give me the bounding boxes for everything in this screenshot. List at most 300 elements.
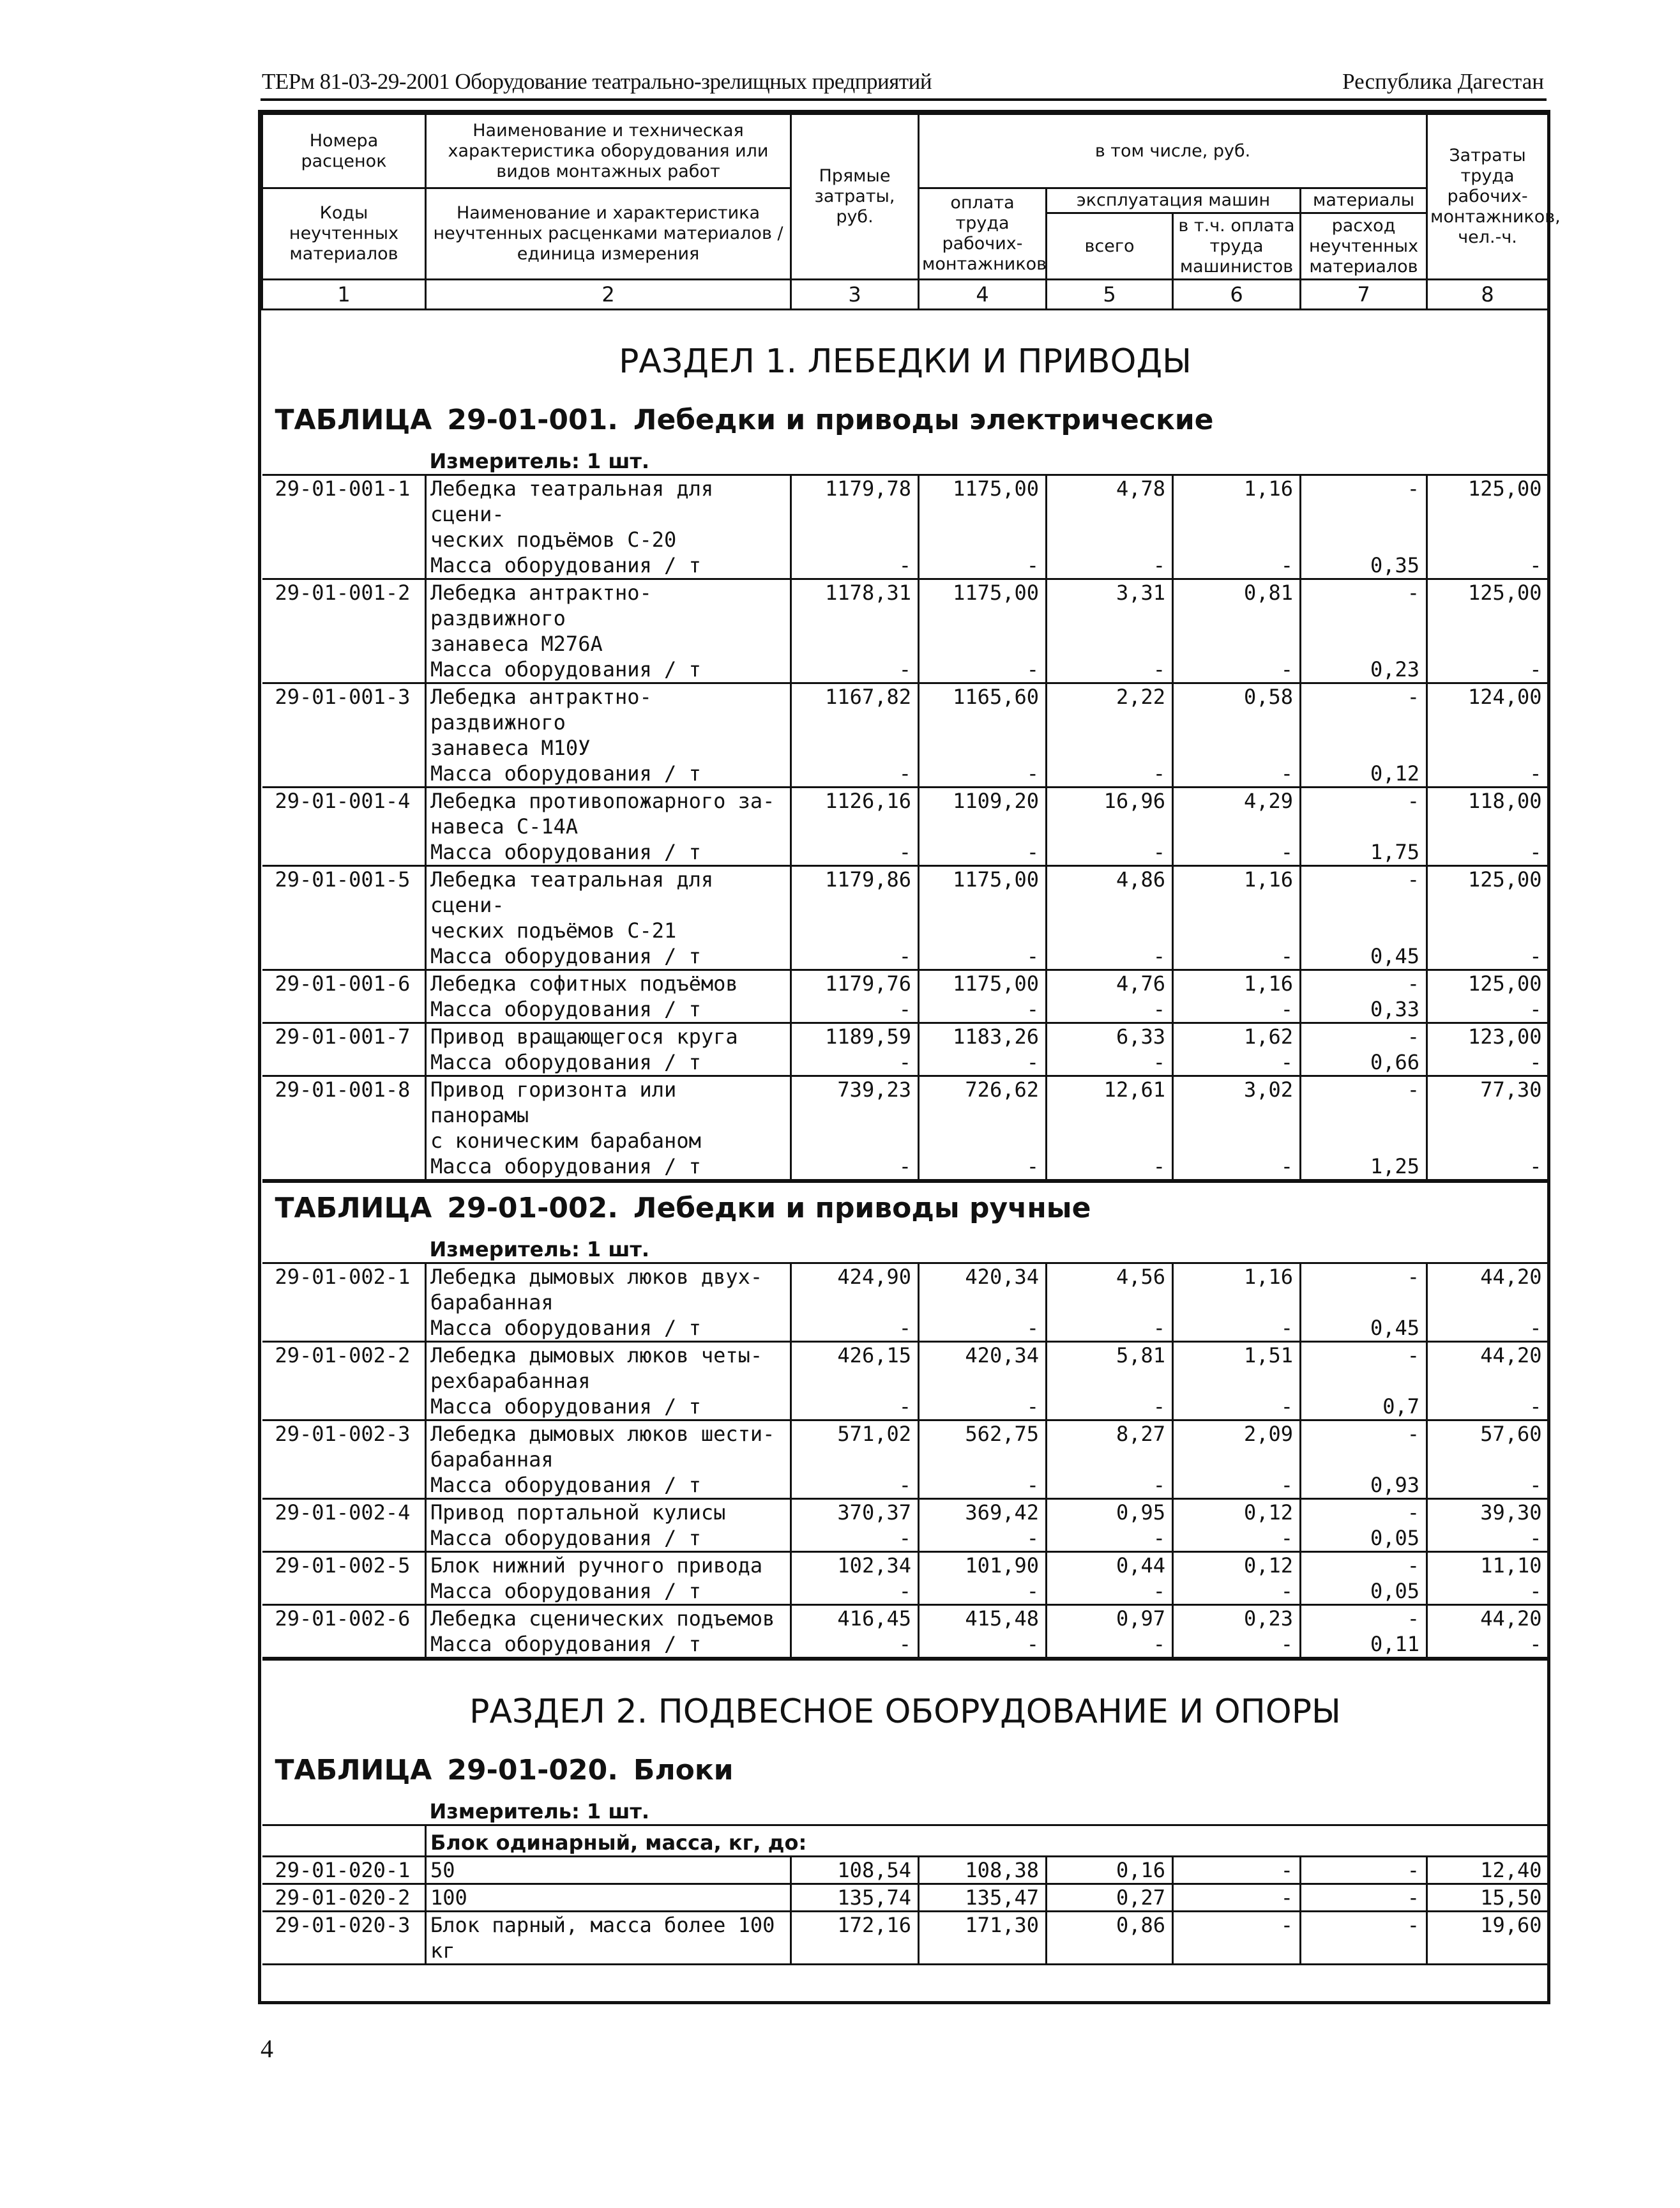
empty-cell [262, 1791, 426, 1825]
mass-dash-c6: - [1173, 761, 1301, 788]
value-c5: 0,16 [1047, 1857, 1173, 1884]
mass-value: 0,35 [1301, 552, 1427, 579]
mass-dash-c6: - [1173, 839, 1301, 866]
value-c4: 1175,00 [919, 970, 1047, 997]
value-c7: - [1301, 788, 1427, 840]
mass-dash-c8: - [1427, 657, 1548, 683]
table-row [262, 866, 1548, 944]
table-row [262, 1076, 1548, 1154]
mass-label: Масса оборудования / т [426, 1049, 791, 1076]
mass-label: Масса оборудования / т [426, 839, 791, 866]
work-name-line: Лебедка дымовых люков двух- [430, 1265, 763, 1289]
work-name [426, 970, 791, 997]
value-c8: 44,20 [1427, 1342, 1548, 1394]
rate-code: 29-01-001-2 [262, 579, 426, 657]
table-name: Лебедки и приводы электрические [633, 404, 1214, 436]
work-name-line: Лебедка противопожарного за- [430, 789, 775, 813]
value-c6: - [1173, 1884, 1301, 1912]
mass-label: Масса оборудования / т [426, 1525, 791, 1552]
work-name [426, 788, 791, 840]
header-machines-total: всего [1047, 213, 1173, 280]
value-c7: - [1301, 1912, 1427, 1965]
mass-dash-c4: - [919, 1472, 1047, 1499]
value-c8: 11,10 [1427, 1552, 1548, 1579]
measure-label: Измеритель: [429, 1237, 580, 1261]
mass-dash-c8: - [1427, 839, 1548, 866]
subheading: Блок одинарный, масса, кг, до: [426, 1825, 1548, 1857]
table-label: ТАБЛИЦА [275, 1192, 432, 1224]
section-title: РАЗДЕЛ 1. ЛЕБЕДКИ И ПРИВОДЫ [619, 342, 1192, 381]
rate-code: 29-01-001-3 [262, 683, 426, 761]
value-c7: - [1301, 1605, 1427, 1632]
empty-cell [262, 552, 426, 579]
mass-label: Масса оборудования / т [426, 943, 791, 970]
value-c3: 1179,76 [791, 970, 919, 997]
value-c6: 0,12 [1173, 1499, 1301, 1526]
mass-dash-c5: - [1047, 996, 1173, 1023]
rate-code: 29-01-020-3 [262, 1912, 426, 1965]
mass-label: Масса оборудования / т [426, 996, 791, 1023]
work-name [426, 1023, 791, 1050]
value-c4: 1165,60 [919, 683, 1047, 761]
mass-dash-c8: - [1427, 1525, 1548, 1552]
mass-dash-c6: - [1173, 1578, 1301, 1605]
rate-code: 29-01-001-4 [262, 788, 426, 840]
measure [426, 1791, 1548, 1825]
mass-label: Масса оборудования / т [426, 1631, 791, 1658]
empty-cell [262, 1229, 426, 1263]
mass-value: 0,45 [1301, 943, 1427, 970]
empty-cell [262, 839, 426, 866]
mass-value: 0,33 [1301, 996, 1427, 1023]
value-c8: 125,00 [1427, 475, 1548, 553]
table-row [262, 579, 1548, 657]
value-c4: 1175,00 [919, 475, 1047, 553]
mass-dash-c5: - [1047, 1578, 1173, 1605]
mass-dash-c8: - [1427, 1578, 1548, 1605]
value-c6: 0,23 [1173, 1605, 1301, 1632]
value-c3: 1178,31 [791, 579, 919, 657]
value-c4: 101,90 [919, 1552, 1047, 1579]
table-code: 29-01-002. [447, 1192, 618, 1224]
header-material-name: Наименование и характеристика неучтенных расценками материалов / единица измерения [426, 188, 791, 280]
mass-dash-c6: - [1173, 552, 1301, 579]
section-row [262, 310, 1548, 395]
mass-dash-c8: - [1427, 1631, 1548, 1658]
mass-value: 0,05 [1301, 1578, 1427, 1605]
mass-label: Масса оборудования / т [426, 1394, 791, 1420]
mass-row [262, 552, 1548, 579]
empty-cell [262, 1825, 426, 1857]
empty-cell [262, 1578, 426, 1605]
value-c6: 1,51 [1173, 1342, 1301, 1394]
value-c7: - [1301, 475, 1427, 553]
value-c8: 125,00 [1427, 579, 1548, 657]
table-code: 29-01-001. [447, 404, 618, 436]
work-name [426, 579, 791, 657]
value-c7: - [1301, 1884, 1427, 1912]
mass-value: 0,11 [1301, 1631, 1427, 1658]
value-c4: 135,47 [919, 1884, 1047, 1912]
value-c5: 0,97 [1047, 1605, 1173, 1632]
value-c8: 44,20 [1427, 1263, 1548, 1316]
work-name [426, 683, 791, 761]
rate-code: 29-01-002-2 [262, 1342, 426, 1394]
table-row [262, 1884, 1548, 1912]
mass-row [262, 657, 1548, 683]
column-number: 6 [1173, 280, 1301, 310]
value-c3: 370,37 [791, 1499, 919, 1526]
mass-dash-c3: - [791, 943, 919, 970]
empty-cell [262, 1472, 426, 1499]
work-name-line: ческих подъёмов С-20 [430, 528, 677, 552]
value-c5: 5,81 [1047, 1342, 1173, 1394]
value-c3: 739,23 [791, 1076, 919, 1154]
value-c4: 415,48 [919, 1605, 1047, 1632]
measure-row [262, 1229, 1548, 1263]
work-name-line: рехбарабанная [430, 1369, 591, 1393]
work-name-line: Привод портальной кулисы [430, 1500, 726, 1525]
mass-row [262, 1578, 1548, 1605]
page-number: 4 [261, 2034, 273, 2063]
header-material-use: расход неучтенных материалов [1301, 213, 1427, 280]
work-name-line: навеса С-14А [430, 814, 579, 839]
mass-dash-c3: - [791, 1578, 919, 1605]
table-title-row [262, 1745, 1548, 1791]
measure-value: 1 шт. [586, 1799, 650, 1824]
empty-cell [262, 657, 426, 683]
value-c6: - [1173, 1912, 1301, 1965]
value-c7: - [1301, 1342, 1427, 1394]
mass-dash-c6: - [1173, 1472, 1301, 1499]
value-c3: 424,90 [791, 1263, 919, 1316]
value-c3: 135,74 [791, 1884, 919, 1912]
table-title [262, 1182, 1548, 1230]
value-c3: 1167,82 [791, 683, 919, 761]
value-c7: - [1301, 1499, 1427, 1526]
work-name-line: 50 [430, 1858, 455, 1882]
value-c6: 1,16 [1173, 970, 1301, 997]
value-c6: 0,58 [1173, 683, 1301, 761]
mass-dash-c8: - [1427, 552, 1548, 579]
table-bottom-rule [262, 1965, 1548, 1966]
value-c8: 12,40 [1427, 1857, 1548, 1884]
mass-dash-c8: - [1427, 1049, 1548, 1076]
table-row [262, 970, 1548, 997]
value-c6: 2,09 [1173, 1420, 1301, 1473]
value-c3: 1126,16 [791, 788, 919, 840]
mass-dash-c6: - [1173, 1525, 1301, 1552]
mass-dash-c6: - [1173, 1631, 1301, 1658]
work-name [426, 1342, 791, 1394]
empty-cell [262, 441, 426, 475]
mass-label: Масса оборудования / т [426, 1578, 791, 1605]
empty-cell [262, 1049, 426, 1076]
mass-dash-c6: - [1173, 1049, 1301, 1076]
value-c6: 1,16 [1173, 1263, 1301, 1316]
work-name [426, 1605, 791, 1632]
empty-cell [262, 1315, 426, 1342]
work-name-line: Лебедка антрактно-раздвижного [430, 685, 652, 735]
value-c4: 420,34 [919, 1263, 1047, 1316]
table-row [262, 1023, 1548, 1050]
value-c5: 2,22 [1047, 683, 1173, 761]
mass-label: Масса оборудования / т [426, 761, 791, 788]
header-direct-costs: Прямые затраты, руб. [791, 114, 919, 280]
table-row [262, 683, 1548, 761]
mass-dash-c4: - [919, 761, 1047, 788]
work-name-line: кг [430, 1938, 455, 1963]
value-c4: 1175,00 [919, 579, 1047, 657]
mass-dash-c6: - [1173, 1153, 1301, 1180]
value-c5: 0,27 [1047, 1884, 1173, 1912]
value-c7: - [1301, 579, 1427, 657]
value-c6: 0,12 [1173, 1552, 1301, 1579]
work-name-line: 100 [430, 1885, 467, 1910]
column-number: 1 [262, 280, 426, 310]
table-row [262, 1263, 1548, 1316]
region-name: Республика Дагестан [1342, 69, 1544, 94]
rate-code: 29-01-020-1 [262, 1857, 426, 1884]
mass-dash-c4: - [919, 552, 1047, 579]
mass-row [262, 1315, 1548, 1342]
header-labor-costs: Затраты труда рабочих-монтажников, чел.-ч. [1427, 114, 1548, 280]
value-c5: 4,78 [1047, 475, 1173, 553]
table-row [262, 1420, 1548, 1473]
value-c7: - [1301, 683, 1427, 761]
work-name [426, 1263, 791, 1316]
rate-code: 29-01-001-8 [262, 1076, 426, 1154]
value-c5: 0,95 [1047, 1499, 1173, 1526]
mass-dash-c5: - [1047, 761, 1173, 788]
mass-dash-c4: - [919, 1631, 1047, 1658]
mass-dash-c8: - [1427, 1315, 1548, 1342]
mass-dash-c5: - [1047, 1525, 1173, 1552]
rate-code: 29-01-001-6 [262, 970, 426, 997]
mass-dash-c5: - [1047, 1049, 1173, 1076]
rate-code: 29-01-020-2 [262, 1884, 426, 1912]
header-machines: эксплуатация машин [1047, 188, 1301, 213]
work-name [426, 1076, 791, 1154]
mass-row [262, 1472, 1548, 1499]
mass-dash-c8: - [1427, 1472, 1548, 1499]
mass-dash-c5: - [1047, 1472, 1173, 1499]
value-c3: 102,34 [791, 1552, 919, 1579]
mass-row [262, 996, 1548, 1023]
header-materials: материалы [1301, 188, 1427, 213]
mass-dash-c5: - [1047, 839, 1173, 866]
empty-cell [262, 996, 426, 1023]
mass-dash-c5: - [1047, 1394, 1173, 1420]
mass-dash-c8: - [1427, 996, 1548, 1023]
work-name [426, 1857, 791, 1884]
value-c8: 19,60 [1427, 1912, 1548, 1965]
value-c5: 8,27 [1047, 1420, 1173, 1473]
work-name-line: Лебедка дымовых люков четы- [430, 1343, 763, 1367]
value-c8: 125,00 [1427, 866, 1548, 944]
work-name [426, 1420, 791, 1473]
table-row [262, 1605, 1548, 1632]
value-c5: 16,96 [1047, 788, 1173, 840]
column-number: 5 [1047, 280, 1173, 310]
table-name: Блоки [633, 1754, 734, 1786]
header-material-codes: Коды неучтенных материалов [262, 188, 426, 280]
mass-dash-c8: - [1427, 1394, 1548, 1420]
mass-dash-c5: - [1047, 1153, 1173, 1180]
mass-dash-c3: - [791, 552, 919, 579]
value-c8: 15,50 [1427, 1884, 1548, 1912]
mass-dash-c6: - [1173, 1394, 1301, 1420]
rate-code: 29-01-002-3 [262, 1420, 426, 1473]
mass-value: 1,75 [1301, 839, 1427, 866]
mass-value: 1,25 [1301, 1153, 1427, 1180]
value-c5: 3,31 [1047, 579, 1173, 657]
value-c6: 1,16 [1173, 866, 1301, 944]
value-c5: 4,86 [1047, 866, 1173, 944]
mass-dash-c3: - [791, 1315, 919, 1342]
work-name [426, 1552, 791, 1579]
mass-dash-c6: - [1173, 1315, 1301, 1342]
table-row [262, 1552, 1548, 1579]
work-name-line: занавеса М10У [430, 736, 591, 760]
mass-dash-c3: - [791, 1472, 919, 1499]
rate-code: 29-01-001-7 [262, 1023, 426, 1050]
mass-dash-c5: - [1047, 943, 1173, 970]
value-c3: 172,16 [791, 1912, 919, 1965]
table-title-row [262, 395, 1548, 441]
mass-dash-c5: - [1047, 1315, 1173, 1342]
value-c4: 171,30 [919, 1912, 1047, 1965]
mass-dash-c4: - [919, 996, 1047, 1023]
table-label: ТАБЛИЦА [275, 1754, 432, 1786]
mass-row [262, 761, 1548, 788]
section-title: РАЗДЕЛ 2. ПОДВЕСНОЕ ОБОРУДОВАНИЕ И ОПОРЫ [262, 1660, 1548, 1746]
mass-label: Масса оборудования / т [426, 1153, 791, 1180]
mass-dash-c6: - [1173, 996, 1301, 1023]
rate-code: 29-01-001-1 [262, 475, 426, 553]
rate-code: 29-01-002-5 [262, 1552, 426, 1579]
value-c7: - [1301, 1420, 1427, 1473]
mass-label: Масса оборудования / т [426, 1472, 791, 1499]
mass-dash-c4: - [919, 1153, 1047, 1180]
empty-cell [262, 1394, 426, 1420]
rate-code: 29-01-001-5 [262, 866, 426, 944]
value-c5: 4,76 [1047, 970, 1173, 997]
measure [426, 441, 1548, 475]
work-name-line: Лебедка софитных подъёмов [430, 971, 738, 996]
mass-value: 0,7 [1301, 1394, 1427, 1420]
mass-dash-c5: - [1047, 1631, 1173, 1658]
value-c4: 562,75 [919, 1420, 1047, 1473]
work-name-line: Лебедка дымовых люков шести- [430, 1422, 775, 1446]
table-row [262, 1499, 1548, 1526]
work-name-line: с коническим барабаном [430, 1129, 701, 1153]
value-c7: - [1301, 970, 1427, 997]
empty-cell [262, 1631, 426, 1658]
work-name-line: занавеса М276А [430, 632, 603, 656]
work-name [426, 1912, 791, 1965]
measure [426, 1229, 1548, 1263]
mass-row [262, 1525, 1548, 1552]
value-c6: 3,02 [1173, 1076, 1301, 1154]
value-c4: 1109,20 [919, 788, 1047, 840]
rule-cell [262, 1965, 1548, 1966]
value-c4: 1175,00 [919, 866, 1047, 944]
mass-row [262, 1631, 1548, 1658]
work-name-line: ческих подъёмов С-21 [430, 918, 677, 943]
table-title [262, 1745, 1548, 1791]
value-c3: 108,54 [791, 1857, 919, 1884]
value-c4: 420,34 [919, 1342, 1047, 1394]
rate-code: 29-01-002-4 [262, 1499, 426, 1526]
work-name-line: Лебедка театральная для сцени- [430, 476, 714, 526]
header-worker-pay: оплата труда рабочих-монтажников [919, 188, 1047, 280]
header-including: в том числе, руб. [919, 114, 1427, 188]
value-c7: - [1301, 1076, 1427, 1154]
rates-table [261, 113, 1561, 1965]
measure-value: 1 шт. [586, 1237, 650, 1261]
value-c7: - [1301, 866, 1427, 944]
value-c3: 571,02 [791, 1420, 919, 1473]
value-c3: 1179,86 [791, 866, 919, 944]
mass-dash-c4: - [919, 943, 1047, 970]
table-row [262, 1342, 1548, 1394]
mass-value: 0,66 [1301, 1049, 1427, 1076]
measure-row [262, 1791, 1548, 1825]
value-c3: 426,15 [791, 1342, 919, 1394]
table-label: ТАБЛИЦА [275, 404, 432, 436]
section-row [262, 1660, 1548, 1746]
column-number: 4 [919, 280, 1047, 310]
work-name-line: барабанная [430, 1290, 554, 1314]
mass-dash-c4: - [919, 1525, 1047, 1552]
mass-label: Масса оборудования / т [426, 552, 791, 579]
value-c8: 39,30 [1427, 1499, 1548, 1526]
work-name-line: Лебедка театральная для сцени- [430, 867, 714, 917]
table-row [262, 1857, 1548, 1884]
mass-dash-c4: - [919, 1315, 1047, 1342]
value-c8: 44,20 [1427, 1605, 1548, 1632]
column-numbers-row [262, 280, 1548, 310]
value-c8: 123,00 [1427, 1023, 1548, 1050]
mass-dash-c8: - [1427, 761, 1548, 788]
empty-cell [262, 1153, 426, 1180]
mass-value: 0,12 [1301, 761, 1427, 788]
table-row [262, 1912, 1548, 1965]
value-c3: 1189,59 [791, 1023, 919, 1050]
header-machinist-pay: в т.ч. оплата труда машинистов [1173, 213, 1301, 280]
mass-row [262, 943, 1548, 970]
mass-dash-c3: - [791, 996, 919, 1023]
mass-label: Масса оборудования / т [426, 657, 791, 683]
mass-dash-c3: - [791, 761, 919, 788]
column-number: 7 [1301, 280, 1427, 310]
value-c4: 369,42 [919, 1499, 1047, 1526]
mass-dash-c6: - [1173, 657, 1301, 683]
mass-dash-c8: - [1427, 1153, 1548, 1180]
mass-value: 0,23 [1301, 657, 1427, 683]
value-c8: 124,00 [1427, 683, 1548, 761]
mass-row [262, 1049, 1548, 1076]
work-name [426, 475, 791, 553]
value-c7: - [1301, 1857, 1427, 1884]
value-c5: 0,44 [1047, 1552, 1173, 1579]
work-name-line: Блок парный, масса более 100 [430, 1913, 775, 1937]
value-c5: 4,56 [1047, 1263, 1173, 1316]
work-name-line: Блок нижний ручного привода [430, 1553, 763, 1578]
value-c8: 125,00 [1427, 970, 1548, 997]
mass-value: 0,93 [1301, 1472, 1427, 1499]
